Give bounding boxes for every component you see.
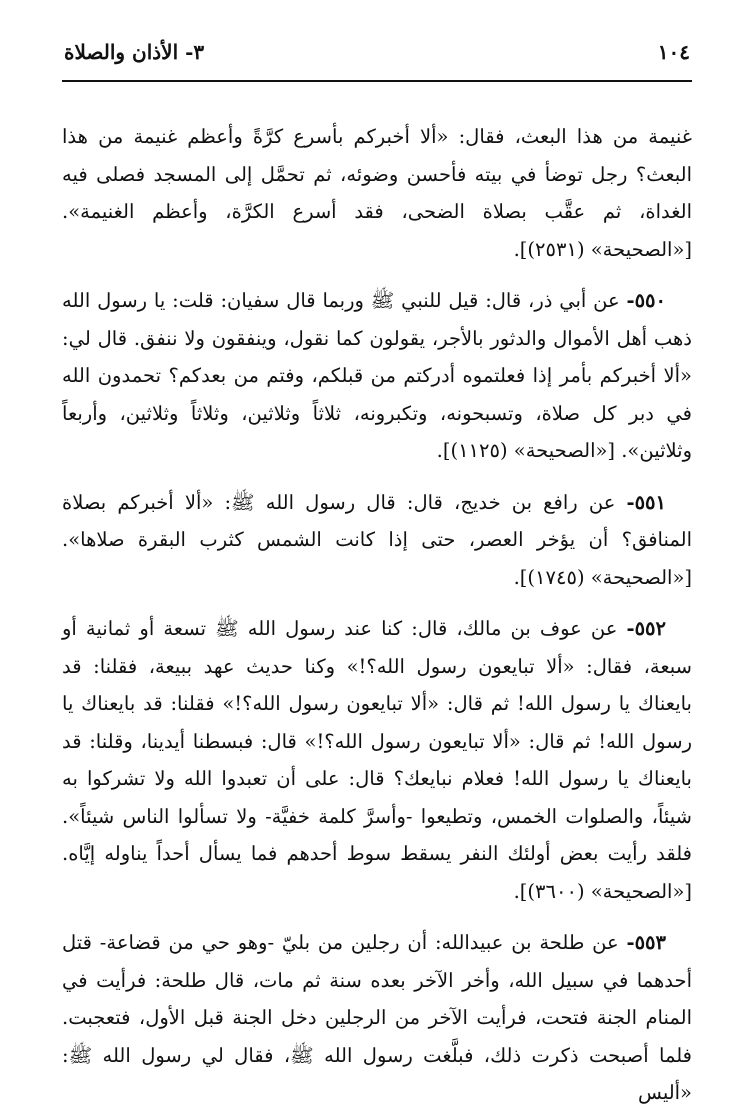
- hadith-number: ٥٥٢-: [626, 617, 666, 640]
- page-number: ١٠٤: [657, 40, 690, 64]
- hadith-continuation: [62, 118, 692, 268]
- hadith-text: عن رافع بن خديج، قال: قال رسول الله ﷺ: «ألا أخبركم بصلاة المنافق؟ أن يؤخر العصر، حتى إذا كانت الشمس كثرب البقرة صلاها». [«الصحيحة» (١٧٤٥)].: [62, 490, 692, 589]
- running-head: [62, 40, 692, 82]
- hadith-550: [62, 282, 692, 470]
- page-content: [62, 118, 692, 1112]
- hadith-text: غنيمة من هذا البعث، فقال: «ألا أخبركم بأسرع كرَّةً وأعظم غنيمة من هذا البعث؟ رجل توضأ في بيته فأحسن وضوئه، ثم تحمَّل إلى المسجد فصلى فيه الغداة، ثم عقَّب بصلاة الضحى، فقد أسرع الكرَّة، وأعظم الغنيمة». [«الصحيحة» (٢٥٣١)].: [62, 125, 692, 261]
- hadith-number: ٥٥٣-: [626, 931, 666, 954]
- chapter-title: ٣- الأذان والصلاة: [64, 40, 205, 64]
- hadith-552: [62, 610, 692, 910]
- hadith-number: ٥٥٠-: [626, 289, 666, 312]
- book-page: [62, 40, 692, 1104]
- hadith-text: عن طلحة بن عبيدالله: أن رجلين من بليّ -وهو حي من قضاعة- قتل أحدهما في سبيل الله، وأخر الآخر بعده سنة ثم مات، قال طلحة: فرأيت في المنام الجنة فتحت، فرأيت الآخر من الرجلين دخل الجنة قبل الأول، فتعجبت. فلما أصبحت ذكرت ذلك، فبلَّغت رسول الله ﷺ، فقال لي رسول الله ﷺ: «أليس: [62, 931, 692, 1104]
- hadith-number: ٥٥١-: [626, 490, 666, 514]
- hadith-text: عن أبي ذر، قال: قيل للنبي ﷺ وربما قال سفيان: قلت: يا رسول الله ذهب أهل الأموال والدثور بالأجر، يقولون كما نقول، وينفقون ولا ننفق. قال لي: «ألا أخبركم بأمر إذا فعلتموه أدركتم من قبلكم، وفتم من بعدكم؟ تحمدون الله في دبر كل صلاة، وتسبحونه، وتكبرونه، ثلاثاً وثلاثين، وثلاثاً وثلاثين، وأربعاً وثلاثين». [«الصحيحة» (١١٢٥)].: [62, 289, 692, 462]
- hadith-553: [62, 924, 692, 1112]
- hadith-551: [62, 484, 692, 597]
- hadith-text: عن عوف بن مالك، قال: كنا عند رسول الله ﷺ تسعة أو ثمانية أو سبعة، فقال: «ألا تبايعون رسول الله؟!» وكنا حديث عهد ببيعة، فقلنا: قد بايعناك يا رسول الله! ثم قال: «ألا تبايعون رسول الله؟!» فقلنا: قد بايعناك يا رسول الله! ثم قال: «ألا تبايعون رسول الله؟!» قال: فبسطنا أيدينا، وقلنا: قد بايعناك يا رسول الله! فعلام نبايعك؟ قال: على أن تعبدوا الله ولا تشركوا به شيئاً، والصلوات الخمس، وتطيعوا -وأسرَّ كلمة خفيَّة- ولا تسألوا الناس شيئاً». فلقد رأيت بعض أولئك النفر يسقط سوط أحدهم فما يسأل أحداً يناوله إيَّاه. [«الصحيحة» (٣٦٠٠)].: [62, 617, 692, 903]
